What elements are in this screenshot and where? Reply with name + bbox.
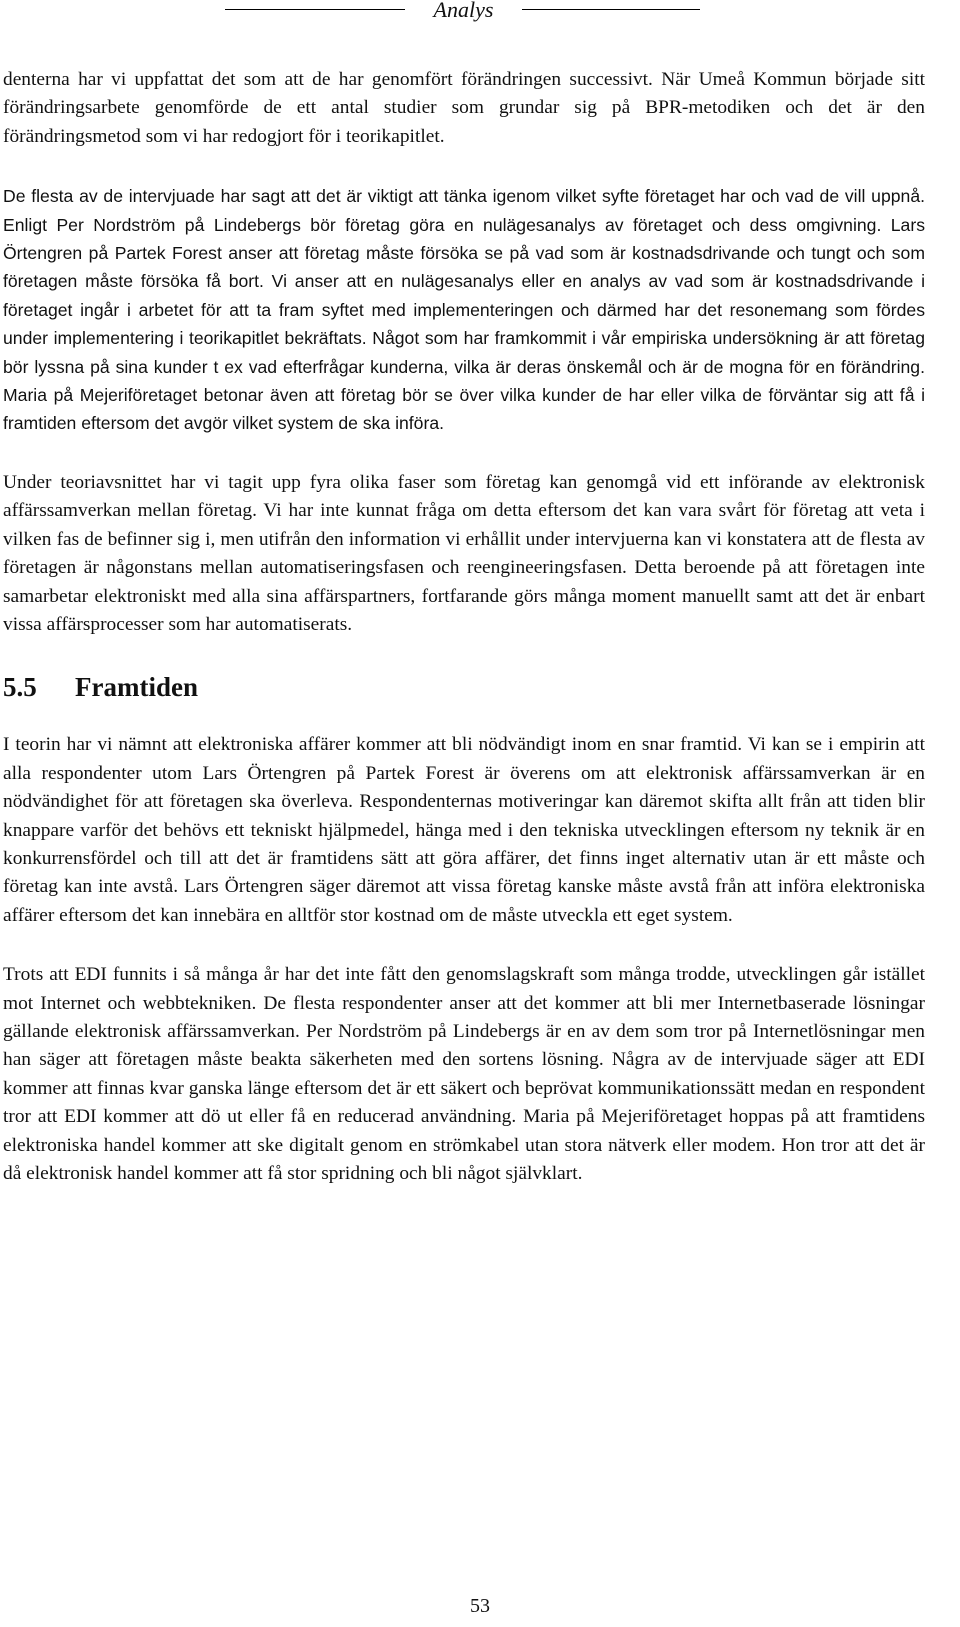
running-header-title: Analys [433,0,494,22]
section-number: 5.5 [3,672,37,703]
page-number: 53 [470,1595,490,1617]
header-rule-left [225,9,405,10]
paragraph-phases: Under teoriavsnittet har vi tagit upp fyra olika faser som företag kan genomgå vid ett införande av elektronisk affärssamverkan mellan företag. Vi har inte kunnat fråga om detta eftersom det kan vara svårt för företag att veta i vilken fas de befinner sig i, men utifrån den information vi erhållit under intervjuerna kan vi konstatera att de flesta av företagen är någonstans mellan automatiseringsfasen och reengineeringsfasen. Detta beroende på att företagen inte samarbetar elektroniskt med alla sina affärspartners, fortfarande görs många moment manuellt samt att det är enbart vissa affärsprocesser som har automatiserats. [3,471,925,635]
paragraph-future-necessity: I teorin har vi nämnt att elektroniska affärer kommer att bli nödvändigt inom en snar framtid. Vi kan se i empirin att alla respondenter utom Lars Örtengren på Partek Forest är överens om att elektronisk affärssamverkan är en nödvändighet för att företagen ska överleva. Respondenternas motiveringar kan däremot skifta allt från att tiden blir knappare varför det behövs ett tekniskt hjälpmedel, hänga med i den tekniska utvecklingen eftersom ny teknik är en konkurrensfördel och till att det är framtidens sätt att göra affärer, det finns inget alternativ utan är ett måste och företag kan inte avstå. Lars Örtengren säger däremot att vissa företag kanske måste avstå från att införa elektroniska affärer eftersom det kan innebära en alltför stor kostnad om de måste utveckla ett eget system. [3,734,925,926]
section-title: Framtiden [75,672,198,703]
paragraph-intro: denterna har vi uppfattat det som att de har genomfört förändringen successivt. När Umeå Kommun började sitt förändringsarbete genomförde de ett antal studier som grundar sig på BPR-metodiken och det är den förändringsmetod som vi har redogjort för i teorikapitlet. [3,69,925,147]
paragraph-purpose: De flesta av de intervjuade har sagt att det är viktigt att tänka igenom vilket syfte företaget har och vad de vill uppnå. Enligt Per Nordström på Lindebergs bör företag göra en nulägesanalys av företaget och dess omgivning. Lars Örtengren på Partek Forest anser att företag måste försöka se på vad som är kostnadsdrivande och tungt och som företagen måste försöka få bort. Vi anser att en nulägesanalys eller en analys av vad som är kostnadsdrivande i företaget ingår i arbetet för att ta fram syftet med implementeringen och därmed har det resonemang som fördes under implementering i teorikapitlet bekräftats. Något som har framkommit i vår empiriska undersökning är att företag bör lyssna på sina kunder t ex vad efterfrågar kunderna, vilka är deras önskemål och är de mogna för en förändring. Maria på Mejeriföretaget betonar även att företag bör se över vilka kunder de har eller vilka de förväntar sig att få i framtiden eftersom det avgör vilket system de ska införa. [3,186,925,434]
page-body [3,66,925,1219]
paragraph-future-internet: Trots att EDI funnits i så många år har det inte fått den genomslagskraft som många trodde, utvecklingen går istället mot Internet och webbtekniken. De flesta respondenter anser att det kommer att bli mer Internetbaserade lösningar gällande elektronisk affärssamverkan. Per Nordström på Lindebergs är en av dem som tror på Internetlösningar men han säger att företagen måste beakta säkerheten med den sortens lösning. Några av de intervjuade säger att EDI kommer att finnas kvar ganska länge eftersom det är ett säkert och beprövat kommunikationssätt medan en respondent tror att EDI kommer att dö ut eller få en reducerad användning. Maria på Mejeriföretaget hoppas på att framtidens elektroniska handel kommer att ske digitalt genom en strömkabel utan stora nätverk eller modem. Hon tror att det är då elektronisk handel kommer att få stor spridning och bli något självklart. [3,964,925,1184]
running-header [0,0,960,40]
section-heading [3,670,925,704]
header-rule-right [522,9,700,10]
